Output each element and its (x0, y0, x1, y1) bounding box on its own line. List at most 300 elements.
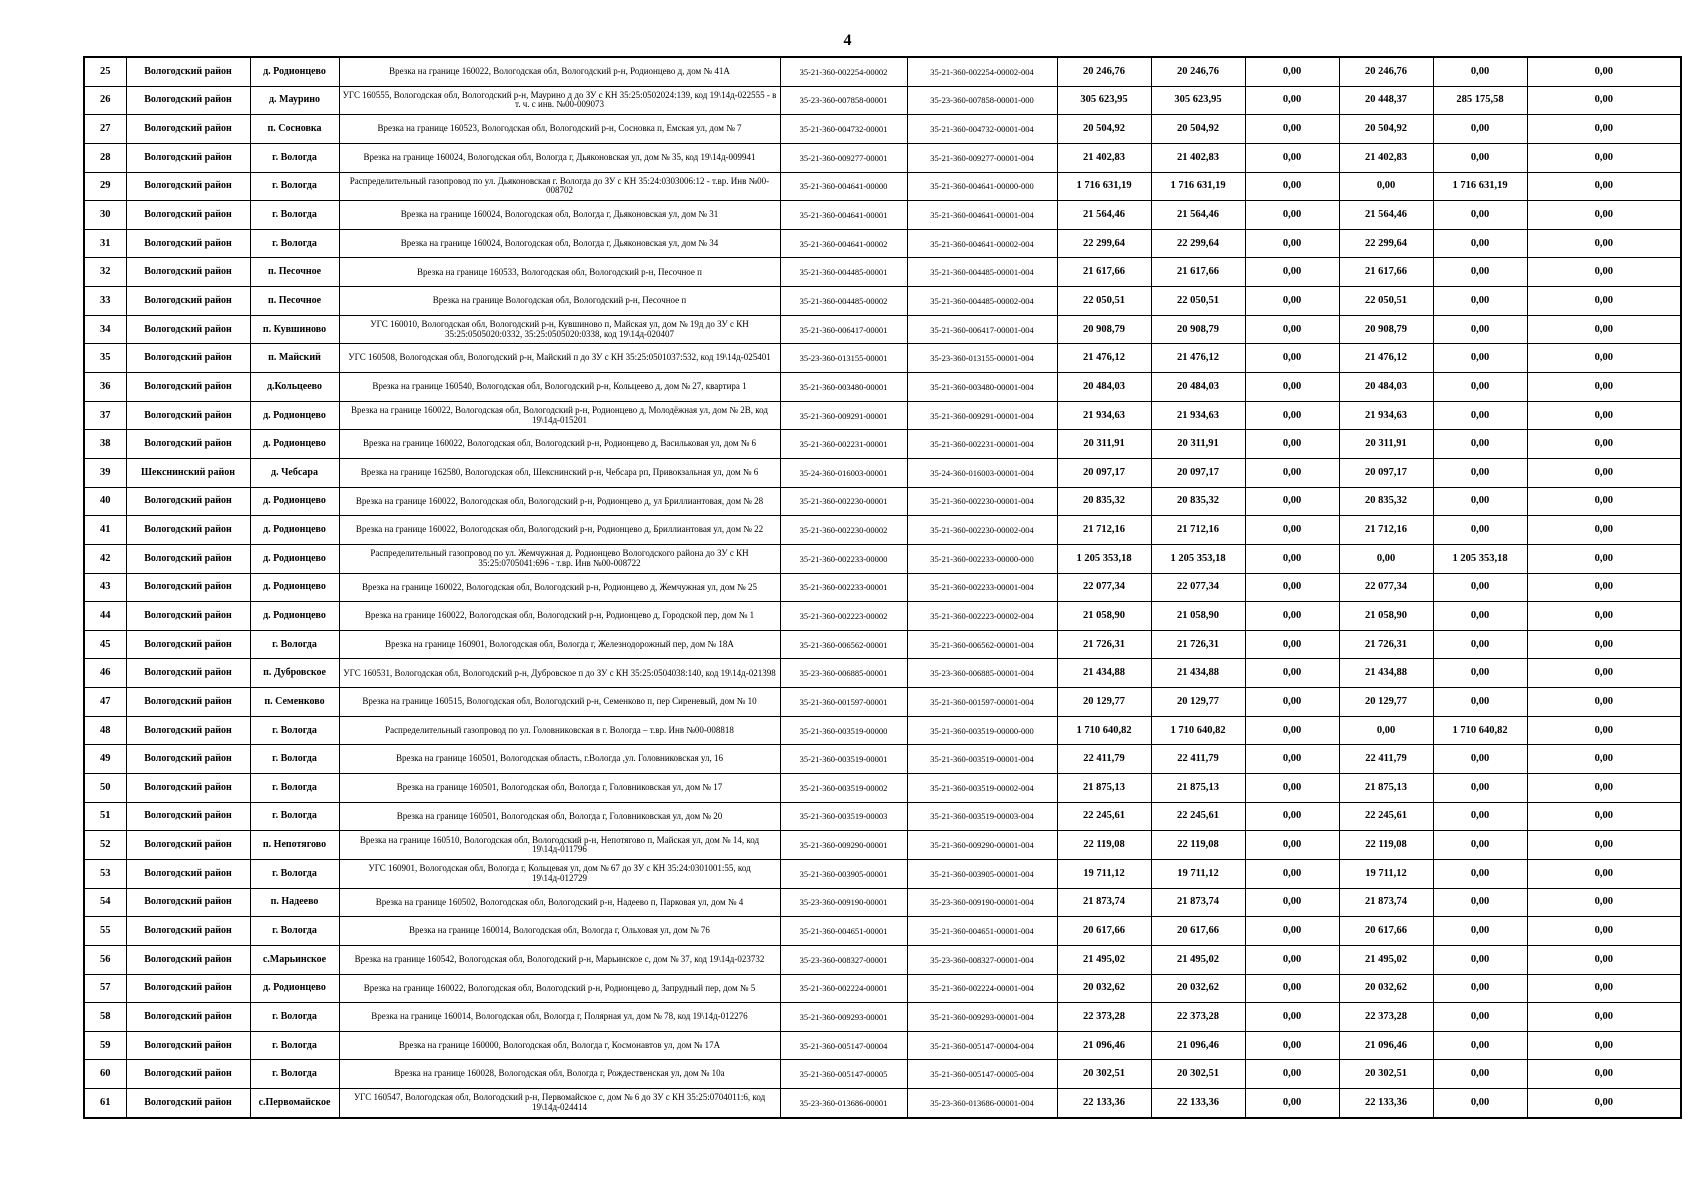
table-row (84, 401, 1681, 430)
settlement-cell: п. Дубровское (250, 659, 339, 688)
value-5-cell: 0,00 (1433, 115, 1527, 144)
subobject-code-cell: 35-21-360-003905-00001-004 (907, 859, 1057, 888)
table-row (84, 315, 1681, 344)
value-6-cell: 0,00 (1527, 688, 1681, 717)
value-5-cell: 1 716 631,19 (1433, 172, 1527, 201)
district-cell: Вологодский район (126, 945, 250, 974)
value-5-cell: 285 175,58 (1433, 86, 1527, 115)
value-4-cell: 21 564,46 (1339, 201, 1433, 230)
subobject-code-cell: 35-21-360-004641-00001-004 (907, 201, 1057, 230)
settlement-cell: г. Вологда (250, 201, 339, 230)
value-1-cell: 21 726,31 (1057, 630, 1151, 659)
settlement-cell: г. Вологда (250, 716, 339, 745)
description-cell: Врезка на границе 160540, Вологодская обл, Вологодский р-н, Кольцеево д, дом № 27, квартира 1 (339, 373, 780, 402)
table-row (84, 143, 1681, 172)
value-5-cell: 0,00 (1433, 659, 1527, 688)
object-code-cell: 35-21-360-003480-00001 (780, 373, 907, 402)
description-cell: УГС 160010, Вологодская обл, Вологодский р-н, Кувшиново п, Майская ул, дом № 19д до ЗУ с КН 35:25:0505020:0332, 35:25:0505020:0338, код 19\14д-020407 (339, 315, 780, 344)
row-number: 49 (84, 745, 126, 774)
value-5-cell: 0,00 (1433, 430, 1527, 459)
settlement-cell: г. Вологда (250, 1003, 339, 1032)
row-number: 53 (84, 859, 126, 888)
value-1-cell: 20 302,51 (1057, 1060, 1151, 1089)
value-5-cell: 0,00 (1433, 458, 1527, 487)
description-cell: Распределительный газопровод по ул. Головниковская в г. Вологда – т.вр. Инв №00-008818 (339, 716, 780, 745)
object-code-cell: 35-21-360-004485-00001 (780, 258, 907, 287)
description-cell: Врезка на границе 160901, Вологодская обл, Вологда г, Железнодорожный пер, дом № 18А (339, 630, 780, 659)
value-4-cell: 21 875,13 (1339, 774, 1433, 803)
district-cell: Шекснинский район (126, 458, 250, 487)
value-3-cell: 0,00 (1245, 315, 1339, 344)
value-1-cell: 20 908,79 (1057, 315, 1151, 344)
row-number: 58 (84, 1003, 126, 1032)
subobject-code-cell: 35-23-360-007858-00001-000 (907, 86, 1057, 115)
value-1-cell: 21 495,02 (1057, 945, 1151, 974)
row-number: 46 (84, 659, 126, 688)
value-3-cell: 0,00 (1245, 1003, 1339, 1032)
subobject-code-cell: 35-21-360-009277-00001-004 (907, 143, 1057, 172)
value-3-cell: 0,00 (1245, 688, 1339, 717)
value-4-cell: 21 402,83 (1339, 143, 1433, 172)
value-6-cell: 0,00 (1527, 945, 1681, 974)
value-4-cell: 21 712,16 (1339, 516, 1433, 545)
value-2-cell: 20 032,62 (1151, 974, 1245, 1003)
value-5-cell: 0,00 (1433, 573, 1527, 602)
description-cell: Распределительный газопровод по ул. Дьяконовская г. Вологда до ЗУ с КН 35:24:0303006:12 - т.вр. Инв №00-008702 (339, 172, 780, 201)
object-code-cell: 35-21-360-005147-00004 (780, 1031, 907, 1060)
value-6-cell: 0,00 (1527, 201, 1681, 230)
value-3-cell: 0,00 (1245, 859, 1339, 888)
settlement-cell: г. Вологда (250, 774, 339, 803)
district-cell: Вологодский район (126, 115, 250, 144)
value-4-cell: 21 726,31 (1339, 630, 1433, 659)
value-2-cell: 20 246,76 (1151, 57, 1245, 86)
value-2-cell: 1 710 640,82 (1151, 716, 1245, 745)
table-row (84, 57, 1681, 86)
subobject-code-cell: 35-21-360-003519-00000-000 (907, 716, 1057, 745)
value-6-cell: 0,00 (1527, 716, 1681, 745)
row-number: 56 (84, 945, 126, 974)
table-row (84, 945, 1681, 974)
table-row (84, 287, 1681, 316)
value-5-cell: 0,00 (1433, 258, 1527, 287)
value-6-cell: 0,00 (1527, 544, 1681, 573)
description-cell: УГС 160555, Вологодская обл, Вологодский р-н, Маурино д до ЗУ с КН 35:25:0502024:139, код 19\14д-022555 - в т. ч. с инв. №00-009073 (339, 86, 780, 115)
description-cell: Врезка на границе 160515, Вологодская обл, Вологодский р-н, Семенково п, пер Сиреневый, дом № 10 (339, 688, 780, 717)
district-cell: Вологодский район (126, 143, 250, 172)
settlement-cell: д. Родионцево (250, 57, 339, 86)
value-6-cell: 0,00 (1527, 831, 1681, 860)
table-row (84, 688, 1681, 717)
value-6-cell: 0,00 (1527, 344, 1681, 373)
table-row (84, 430, 1681, 459)
value-4-cell: 21 058,90 (1339, 602, 1433, 631)
value-3-cell: 0,00 (1245, 630, 1339, 659)
value-3-cell: 0,00 (1245, 802, 1339, 831)
district-cell: Вологодский район (126, 974, 250, 1003)
object-code-cell: 35-21-360-006417-00001 (780, 315, 907, 344)
object-code-cell: 35-21-360-004651-00001 (780, 917, 907, 946)
settlement-cell: г. Вологда (250, 1060, 339, 1089)
value-4-cell: 21 495,02 (1339, 945, 1433, 974)
district-cell: Вологодский район (126, 831, 250, 860)
value-4-cell: 20 032,62 (1339, 974, 1433, 1003)
row-number: 59 (84, 1031, 126, 1060)
description-cell: Распределительный газопровод по ул. Жемчужная д. Родионцево Вологодского района до ЗУ с КН 35:25:0705041:696 - т.вр. Инв №00-008722 (339, 544, 780, 573)
description-cell: Врезка на границе 160022, Вологодская обл, Вологодский р-н, Родионцево д, дом № 41А (339, 57, 780, 86)
value-6-cell: 0,00 (1527, 258, 1681, 287)
value-5-cell: 0,00 (1433, 859, 1527, 888)
settlement-cell: д. Родионцево (250, 516, 339, 545)
subobject-code-cell: 35-21-360-009291-00001-004 (907, 401, 1057, 430)
value-6-cell: 0,00 (1527, 115, 1681, 144)
value-3-cell: 0,00 (1245, 287, 1339, 316)
subobject-code-cell: 35-21-360-002223-00002-004 (907, 602, 1057, 631)
object-code-cell: 35-21-360-004641-00002 (780, 229, 907, 258)
settlement-cell: д. Родионцево (250, 430, 339, 459)
settlement-cell: п. Кувшиново (250, 315, 339, 344)
value-5-cell: 0,00 (1433, 1003, 1527, 1032)
value-1-cell: 20 484,03 (1057, 373, 1151, 402)
description-cell: Врезка на границе 160028, Вологодская обл, Вологда г, Рождественская ул, дом № 10а (339, 1060, 780, 1089)
value-3-cell: 0,00 (1245, 602, 1339, 631)
row-number: 40 (84, 487, 126, 516)
row-number: 28 (84, 143, 126, 172)
district-cell: Вологодский район (126, 1031, 250, 1060)
value-6-cell: 0,00 (1527, 516, 1681, 545)
settlement-cell: с.Первомайское (250, 1089, 339, 1118)
table-row (84, 115, 1681, 144)
subobject-code-cell: 35-21-360-002224-00001-004 (907, 974, 1057, 1003)
object-code-cell: 35-24-360-016003-00001 (780, 458, 907, 487)
description-cell: Врезка на границе 160024, Вологодская обл, Вологда г, Дьяконовская ул, дом № 35, код 19\14д-009941 (339, 143, 780, 172)
value-5-cell: 0,00 (1433, 917, 1527, 946)
value-4-cell: 22 299,64 (1339, 229, 1433, 258)
subobject-code-cell: 35-21-360-001597-00001-004 (907, 688, 1057, 717)
row-number: 52 (84, 831, 126, 860)
district-cell: Вологодский район (126, 688, 250, 717)
value-5-cell: 0,00 (1433, 888, 1527, 917)
value-4-cell: 22 050,51 (1339, 287, 1433, 316)
description-cell: Врезка на границе 160024, Вологодская обл, Вологда г, Дьяконовская ул, дом № 34 (339, 229, 780, 258)
description-cell: УГС 160901, Вологодская обл, Вологда г, Кольцевая ул, дом № 67 до ЗУ с КН 35:24:0301001:55, код 19\14д-012729 (339, 859, 780, 888)
district-cell: Вологодский район (126, 287, 250, 316)
value-3-cell: 0,00 (1245, 201, 1339, 230)
value-5-cell: 0,00 (1433, 602, 1527, 631)
value-1-cell: 21 096,46 (1057, 1031, 1151, 1060)
subobject-code-cell: 35-21-360-003519-00001-004 (907, 745, 1057, 774)
value-6-cell: 0,00 (1527, 774, 1681, 803)
value-3-cell: 0,00 (1245, 57, 1339, 86)
subobject-code-cell: 35-21-360-005147-00005-004 (907, 1060, 1057, 1089)
value-4-cell: 21 934,63 (1339, 401, 1433, 430)
value-5-cell: 0,00 (1433, 143, 1527, 172)
subobject-code-cell: 35-21-360-002230-00001-004 (907, 487, 1057, 516)
object-code-cell: 35-21-360-009291-00001 (780, 401, 907, 430)
value-6-cell: 0,00 (1527, 1089, 1681, 1118)
subobject-code-cell: 35-21-360-004651-00001-004 (907, 917, 1057, 946)
value-4-cell: 21 873,74 (1339, 888, 1433, 917)
value-4-cell: 20 484,03 (1339, 373, 1433, 402)
row-number: 31 (84, 229, 126, 258)
object-code-cell: 35-23-360-007858-00001 (780, 86, 907, 115)
table-row (84, 745, 1681, 774)
settlement-cell: п. Сосновка (250, 115, 339, 144)
object-code-cell: 35-21-360-003519-00001 (780, 745, 907, 774)
value-5-cell: 0,00 (1433, 344, 1527, 373)
table-body (84, 57, 1681, 1118)
object-code-cell: 35-21-360-002233-00001 (780, 573, 907, 602)
value-3-cell: 0,00 (1245, 172, 1339, 201)
value-6-cell: 0,00 (1527, 458, 1681, 487)
subobject-code-cell: 35-21-360-009293-00001-004 (907, 1003, 1057, 1032)
subobject-code-cell: 35-21-360-003480-00001-004 (907, 373, 1057, 402)
value-3-cell: 0,00 (1245, 86, 1339, 115)
value-3-cell: 0,00 (1245, 974, 1339, 1003)
settlement-cell: д. Родионцево (250, 401, 339, 430)
settlement-cell: п. Майский (250, 344, 339, 373)
settlement-cell: д. Родионцево (250, 487, 339, 516)
value-3-cell: 0,00 (1245, 659, 1339, 688)
description-cell: УГС 160547, Вологодская обл, Вологодский р-н, Первомайское с, дом № 6 до ЗУ с КН 35:25:0704011:6, код 19\14д-024414 (339, 1089, 780, 1118)
value-5-cell: 0,00 (1433, 487, 1527, 516)
value-4-cell: 22 119,08 (1339, 831, 1433, 860)
value-5-cell: 0,00 (1433, 401, 1527, 430)
value-3-cell: 0,00 (1245, 516, 1339, 545)
value-1-cell: 21 712,16 (1057, 516, 1151, 545)
subobject-code-cell: 35-23-360-006885-00001-004 (907, 659, 1057, 688)
table-row (84, 1003, 1681, 1032)
value-6-cell: 0,00 (1527, 1060, 1681, 1089)
object-code-cell: 35-21-360-002224-00001 (780, 974, 907, 1003)
value-5-cell: 0,00 (1433, 287, 1527, 316)
value-1-cell: 22 411,79 (1057, 745, 1151, 774)
value-2-cell: 20 129,77 (1151, 688, 1245, 717)
value-3-cell: 0,00 (1245, 487, 1339, 516)
subobject-code-cell: 35-23-360-008327-00001-004 (907, 945, 1057, 974)
settlement-cell: д. Чебсара (250, 458, 339, 487)
value-2-cell: 21 402,83 (1151, 143, 1245, 172)
row-number: 61 (84, 1089, 126, 1118)
row-number: 36 (84, 373, 126, 402)
value-1-cell: 21 617,66 (1057, 258, 1151, 287)
value-2-cell: 20 504,92 (1151, 115, 1245, 144)
value-1-cell: 20 617,66 (1057, 917, 1151, 946)
row-number: 45 (84, 630, 126, 659)
value-3-cell: 0,00 (1245, 1060, 1339, 1089)
description-cell: Врезка на границе 160022, Вологодская обл, Вологодский р-н, Родионцево д, Городской пер, дом № 1 (339, 602, 780, 631)
value-6-cell: 0,00 (1527, 57, 1681, 86)
value-4-cell: 21 096,46 (1339, 1031, 1433, 1060)
object-code-cell: 35-21-360-004732-00001 (780, 115, 907, 144)
value-1-cell: 21 875,13 (1057, 774, 1151, 803)
value-5-cell: 0,00 (1433, 229, 1527, 258)
value-4-cell: 20 302,51 (1339, 1060, 1433, 1089)
district-cell: Вологодский район (126, 859, 250, 888)
value-6-cell: 0,00 (1527, 802, 1681, 831)
subobject-code-cell: 35-21-360-004485-00001-004 (907, 258, 1057, 287)
district-cell: Вологодский район (126, 487, 250, 516)
value-3-cell: 0,00 (1245, 716, 1339, 745)
table-row (84, 974, 1681, 1003)
description-cell: Врезка на границе 162580, Вологодская обл, Шекснинский р-н, Чебсара рп, Привокзальная ул, дом № 6 (339, 458, 780, 487)
object-code-cell: 35-21-360-002233-00000 (780, 544, 907, 573)
value-1-cell: 20 032,62 (1057, 974, 1151, 1003)
table-row (84, 258, 1681, 287)
district-cell: Вологодский район (126, 716, 250, 745)
object-code-cell: 35-21-360-003519-00003 (780, 802, 907, 831)
description-cell: Врезка на границе 160022, Вологодская обл, Вологодский р-н, Родионцево д, ул Бриллиантовая, дом № 28 (339, 487, 780, 516)
value-5-cell: 0,00 (1433, 373, 1527, 402)
row-number: 43 (84, 573, 126, 602)
value-5-cell: 0,00 (1433, 945, 1527, 974)
value-4-cell: 20 448,37 (1339, 86, 1433, 115)
subobject-code-cell: 35-21-360-003519-00002-004 (907, 774, 1057, 803)
value-3-cell: 0,00 (1245, 573, 1339, 602)
value-3-cell: 0,00 (1245, 831, 1339, 860)
district-cell: Вологодский район (126, 1003, 250, 1032)
value-2-cell: 1 716 631,19 (1151, 172, 1245, 201)
value-3-cell: 0,00 (1245, 229, 1339, 258)
subobject-code-cell: 35-21-360-004485-00002-004 (907, 287, 1057, 316)
object-code-cell: 35-21-360-002231-00001 (780, 430, 907, 459)
value-2-cell: 21 934,63 (1151, 401, 1245, 430)
description-cell: Врезка на границе 160501, Вологодская обл, Вологда г, Головниковская ул, дом № 20 (339, 802, 780, 831)
object-code-cell: 35-21-360-009277-00001 (780, 143, 907, 172)
value-5-cell: 0,00 (1433, 1060, 1527, 1089)
value-6-cell: 0,00 (1527, 487, 1681, 516)
value-5-cell: 0,00 (1433, 315, 1527, 344)
settlement-cell: д.Кольцеево (250, 373, 339, 402)
table-row (84, 716, 1681, 745)
row-number: 39 (84, 458, 126, 487)
value-2-cell: 22 245,61 (1151, 802, 1245, 831)
value-6-cell: 0,00 (1527, 143, 1681, 172)
settlement-cell: п. Песочное (250, 258, 339, 287)
description-cell: Врезка на границе 160000, Вологодская обл, Вологда г, Космонавтов ул, дом № 17А (339, 1031, 780, 1060)
value-6-cell: 0,00 (1527, 974, 1681, 1003)
row-number: 42 (84, 544, 126, 573)
table-row (84, 888, 1681, 917)
value-6-cell: 0,00 (1527, 745, 1681, 774)
district-cell: Вологодский район (126, 630, 250, 659)
value-1-cell: 1 716 631,19 (1057, 172, 1151, 201)
value-2-cell: 21 434,88 (1151, 659, 1245, 688)
value-6-cell: 0,00 (1527, 373, 1681, 402)
value-1-cell: 22 077,34 (1057, 573, 1151, 602)
row-number: 51 (84, 802, 126, 831)
row-number: 33 (84, 287, 126, 316)
description-cell: Врезка на границе 160510, Вологодская обл, Вологодский р-н, Непотягово п, Майская ул, дом № 14, код 19\14д-011796 (339, 831, 780, 860)
value-6-cell: 0,00 (1527, 172, 1681, 201)
table-row (84, 802, 1681, 831)
value-3-cell: 0,00 (1245, 774, 1339, 803)
settlement-cell: г. Вологда (250, 630, 339, 659)
description-cell: Врезка на границе 160533, Вологодская обл, Вологодский р-н, Песочное п (339, 258, 780, 287)
subobject-code-cell: 35-21-360-005147-00004-004 (907, 1031, 1057, 1060)
row-number: 41 (84, 516, 126, 545)
value-5-cell: 0,00 (1433, 630, 1527, 659)
district-cell: Вологодский район (126, 1089, 250, 1118)
value-2-cell: 22 373,28 (1151, 1003, 1245, 1032)
row-number: 50 (84, 774, 126, 803)
value-2-cell: 21 058,90 (1151, 602, 1245, 631)
description-cell: Врезка на границе 160022, Вологодская обл, Вологодский р-н, Родионцево д, Жемчужная ул, дом № 25 (339, 573, 780, 602)
subobject-code-cell: 35-21-360-002233-00001-004 (907, 573, 1057, 602)
table-row (84, 86, 1681, 115)
value-1-cell: 22 245,61 (1057, 802, 1151, 831)
row-number: 55 (84, 917, 126, 946)
settlement-cell: с.Марьинское (250, 945, 339, 974)
value-2-cell: 20 908,79 (1151, 315, 1245, 344)
value-1-cell: 21 058,90 (1057, 602, 1151, 631)
object-code-cell: 35-21-360-002254-00002 (780, 57, 907, 86)
settlement-cell: г. Вологда (250, 143, 339, 172)
table-row (84, 602, 1681, 631)
value-2-cell: 22 077,34 (1151, 573, 1245, 602)
object-code-cell: 35-23-360-013686-00001 (780, 1089, 907, 1118)
table-row (84, 344, 1681, 373)
value-5-cell: 0,00 (1433, 201, 1527, 230)
value-5-cell: 0,00 (1433, 1031, 1527, 1060)
value-6-cell: 0,00 (1527, 859, 1681, 888)
settlement-cell: п. Песочное (250, 287, 339, 316)
subobject-code-cell: 35-21-360-002230-00002-004 (907, 516, 1057, 545)
value-4-cell: 22 411,79 (1339, 745, 1433, 774)
table-row (84, 630, 1681, 659)
value-5-cell: 0,00 (1433, 1089, 1527, 1118)
subobject-code-cell: 35-21-360-009290-00001-004 (907, 831, 1057, 860)
table-row (84, 859, 1681, 888)
value-4-cell: 22 133,36 (1339, 1089, 1433, 1118)
value-3-cell: 0,00 (1245, 373, 1339, 402)
settlement-cell: д. Маурино (250, 86, 339, 115)
row-number: 57 (84, 974, 126, 1003)
district-cell: Вологодский район (126, 86, 250, 115)
table-row (84, 1089, 1681, 1118)
district-cell: Вологодский район (126, 229, 250, 258)
district-cell: Вологодский район (126, 802, 250, 831)
description-cell: Врезка на границе 160014, Вологодская обл, Вологда г, Ольховая ул, дом № 76 (339, 917, 780, 946)
object-code-cell: 35-21-360-009293-00001 (780, 1003, 907, 1032)
value-1-cell: 1 710 640,82 (1057, 716, 1151, 745)
value-3-cell: 0,00 (1245, 458, 1339, 487)
row-number: 35 (84, 344, 126, 373)
value-3-cell: 0,00 (1245, 258, 1339, 287)
value-2-cell: 20 097,17 (1151, 458, 1245, 487)
description-cell: Врезка на границе 160014, Вологодская обл, Вологда г, Полярная ул, дом № 78, код 19\14д-012276 (339, 1003, 780, 1032)
value-6-cell: 0,00 (1527, 401, 1681, 430)
description-cell: Врезка на границе 160542, Вологодская обл, Вологодский р-н, Марьинское с, дом № 37, код 19\14д-023732 (339, 945, 780, 974)
subobject-code-cell: 35-21-360-002231-00001-004 (907, 430, 1057, 459)
value-6-cell: 0,00 (1527, 573, 1681, 602)
description-cell: Врезка на границе 160523, Вологодская обл, Вологодский р-н, Сосновка п, Емская ул, дом № 7 (339, 115, 780, 144)
value-6-cell: 0,00 (1527, 86, 1681, 115)
value-1-cell: 20 097,17 (1057, 458, 1151, 487)
value-3-cell: 0,00 (1245, 745, 1339, 774)
value-6-cell: 0,00 (1527, 917, 1681, 946)
district-cell: Вологодский район (126, 315, 250, 344)
value-1-cell: 22 373,28 (1057, 1003, 1151, 1032)
value-2-cell: 21 726,31 (1151, 630, 1245, 659)
value-2-cell: 22 050,51 (1151, 287, 1245, 316)
value-4-cell: 20 835,32 (1339, 487, 1433, 516)
value-5-cell: 0,00 (1433, 745, 1527, 774)
row-number: 47 (84, 688, 126, 717)
value-3-cell: 0,00 (1245, 945, 1339, 974)
district-cell: Вологодский район (126, 172, 250, 201)
value-6-cell: 0,00 (1527, 430, 1681, 459)
